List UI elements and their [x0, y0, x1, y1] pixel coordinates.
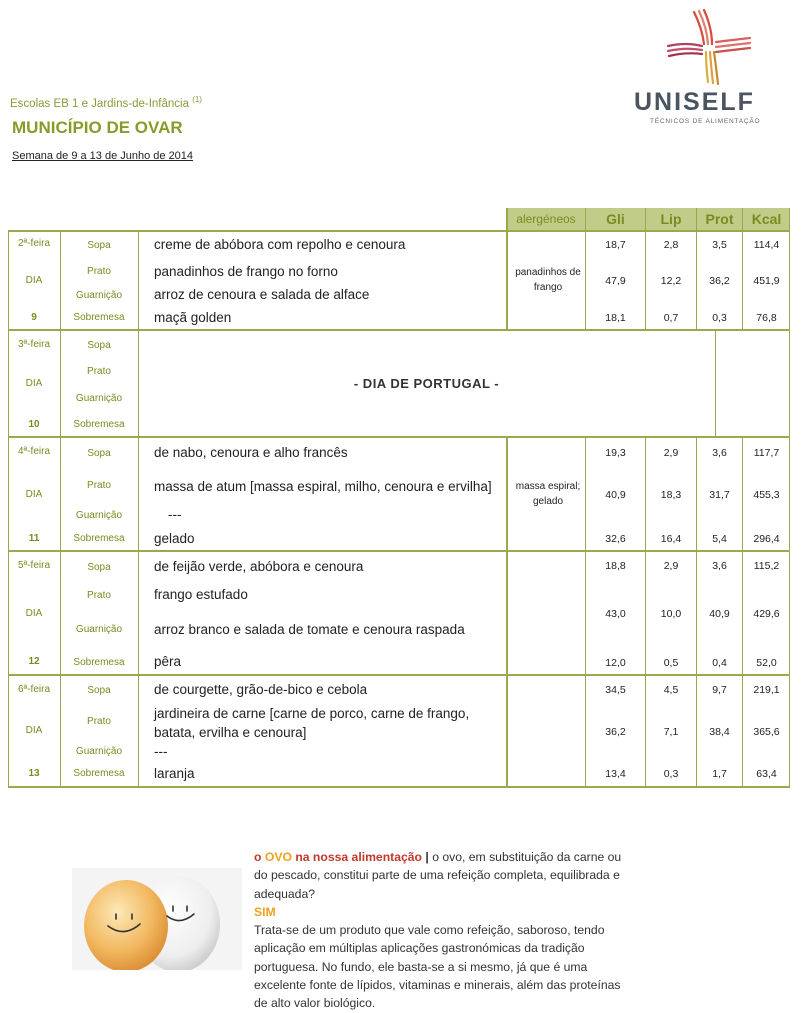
allergens-header: alergéneos — [507, 208, 585, 230]
category-prato: Prato — [87, 366, 111, 377]
dish-dessert: laranja — [154, 766, 195, 781]
dish-soup: de feijão verde, abóbora e cenoura — [154, 559, 364, 574]
weekday-label: 2ª-feira — [17, 238, 51, 249]
prot-value: 5,4 — [712, 533, 727, 545]
dia-label: DIA — [25, 608, 43, 619]
lip-value: 2,9 — [663, 447, 679, 459]
dish-side: --- — [168, 507, 182, 522]
menu-table — [8, 208, 790, 790]
kcal-value: 52,0 — [756, 657, 777, 669]
lip-value: 2,9 — [663, 560, 679, 572]
kcal-value: 296,4 — [753, 533, 780, 545]
gli-value: 18,7 — [605, 239, 626, 251]
category-guarnicao: Guarnição — [75, 746, 123, 757]
prot-value: 1,7 — [712, 768, 727, 780]
prot-value: 40,9 — [709, 608, 730, 620]
category-sobremesa: Sobremesa — [73, 657, 125, 668]
day-date: 9 — [31, 312, 37, 323]
row-divider — [8, 436, 790, 438]
page-title: MUNICÍPIO DE OVAR — [12, 118, 183, 137]
uniself-logo-icon — [664, 8, 752, 86]
lip-value: 0,7 — [663, 312, 679, 324]
kcal-value: 115,2 — [753, 560, 780, 572]
dish-soup: creme de abóbora com repolho e cenoura — [154, 237, 406, 252]
dia-label: DIA — [25, 489, 43, 500]
kcal-value: 76,8 — [756, 312, 777, 324]
lip-value: 10,0 — [660, 608, 682, 620]
weekday-label: 4ª-feira — [17, 446, 51, 457]
gli-value: 43,0 — [605, 608, 626, 620]
gli-value: 19,3 — [605, 447, 626, 459]
gli-value: 12,0 — [605, 657, 626, 669]
category-sopa: Sopa — [87, 340, 111, 351]
dish-main-line2: batata, ervilha e cenoura] — [154, 725, 307, 740]
kcal-value: 451,9 — [753, 275, 780, 287]
prot-value: 3,6 — [712, 560, 727, 572]
kcal-value: 117,7 — [753, 447, 780, 459]
lip-header: Lip — [646, 208, 696, 230]
dish-main-line1: jardineira de carne [carne de porco, carne de frango, — [154, 706, 470, 721]
gli-header: Gli — [586, 208, 645, 230]
prot-value: 31,7 — [709, 489, 730, 501]
lip-value: 2,8 — [663, 239, 679, 251]
lip-value: 0,3 — [663, 768, 679, 780]
prot-value: 0,3 — [712, 312, 727, 324]
article-body: Trata-se de um produto que vale como refeição, saboroso, tendo aplicação em múltiplas aplicações gastronómicas da tradição portuguesa. No fundo, ele basta-se a si mesmo, já que é uma excelente fonte de lípidos, vitaminas e minerais, além das proteínas de alto valor biológico. — [254, 923, 621, 1011]
row-divider — [8, 329, 790, 331]
category-sobremesa: Sobremesa — [73, 768, 125, 779]
row-divider — [8, 674, 790, 676]
intro-bold: na nossa alimentação — [291, 850, 422, 864]
category-sobremesa: Sobremesa — [73, 533, 125, 544]
egg-article — [254, 848, 634, 1013]
prot-value: 3,6 — [712, 447, 727, 459]
col-divider — [138, 230, 139, 788]
kcal-header: Kcal — [743, 208, 790, 230]
category-sopa: Sopa — [87, 685, 111, 696]
intro-sep: | — [422, 850, 433, 864]
category-prato: Prato — [87, 266, 111, 277]
prot-value: 0,4 — [712, 657, 727, 669]
category-sopa: Sopa — [87, 240, 111, 251]
school-subtitle: Escolas EB 1 e Jardins-de-Infância $^{(1)}$ — [10, 95, 202, 110]
dish-side: arroz de cenoura e salada de alface — [154, 287, 370, 302]
category-sopa: Sopa — [87, 448, 111, 459]
day-date: 11 — [28, 533, 40, 544]
dia-label: DIA — [25, 378, 43, 389]
prot-value: 3,5 — [712, 239, 727, 251]
category-sobremesa: Sobremesa — [73, 312, 125, 323]
dish-dessert: gelado — [154, 531, 195, 546]
kcal-value: 219,1 — [753, 684, 780, 696]
category-guarnicao: Guarnição — [75, 393, 123, 404]
lip-value: 4,5 — [663, 684, 679, 696]
dish-main: massa de atum [massa espiral, milho, cenoura e ervilha] — [154, 479, 492, 494]
dish-side: --- — [154, 744, 168, 759]
lip-value: 18,3 — [660, 489, 682, 501]
uniself-tagline: TÉCNICOS DE ALIMENTAÇÃO — [650, 118, 761, 125]
uniself-logo-text: UNISELF — [634, 88, 755, 116]
prot-value: 9,7 — [712, 684, 727, 696]
dish-dessert: pêra — [154, 654, 182, 669]
kcal-value: 63,4 — [756, 768, 777, 780]
kcal-value: 365,6 — [753, 726, 780, 738]
gli-value: 32,6 — [605, 533, 626, 545]
weekday-label: 5ª-feira — [17, 560, 51, 571]
lip-value: 0,5 — [663, 657, 679, 669]
kcal-value: 114,4 — [753, 239, 780, 251]
weekday-label: 6ª-feira — [17, 684, 51, 695]
intro-prefix: o — [254, 850, 265, 864]
gli-value: 36,2 — [605, 726, 626, 738]
kcal-value: 429,6 — [753, 608, 780, 620]
dish-dessert: maçã golden — [154, 310, 232, 325]
lip-value: 7,1 — [663, 726, 679, 738]
dish-side: arroz branco e salada de tomate e cenoura raspada — [154, 622, 465, 637]
lip-value: 12,2 — [660, 275, 682, 287]
category-prato: Prato — [87, 590, 111, 601]
row-divider — [8, 550, 790, 552]
intro-rest: o ovo, em substituição da carne ou do pescado, constitui parte de uma refeição completa, equilibrada e adequada? — [254, 850, 622, 901]
gli-value: 47,9 — [605, 275, 626, 287]
row-divider — [8, 786, 790, 788]
category-prato: Prato — [87, 480, 111, 491]
smiling-eggs-image — [72, 868, 242, 970]
dish-soup: de nabo, cenoura e alho francês — [154, 445, 348, 460]
allergens-cell: massa espiral; gelado — [515, 481, 581, 507]
weekday-label: 3ª-feira — [17, 339, 51, 350]
category-guarnicao: Guarnição — [75, 510, 123, 521]
dish-main: panadinhos de frango no forno — [154, 264, 338, 279]
col-divider — [715, 331, 716, 436]
dish-soup: de courgette, grão-de-bico e cebola — [154, 682, 368, 697]
dish-main: frango estufado — [154, 587, 248, 602]
prot-value: 36,2 — [709, 275, 730, 287]
category-prato: Prato — [87, 716, 111, 727]
gli-value: 34,5 — [605, 684, 626, 696]
category-sobremesa: Sobremesa — [73, 419, 125, 430]
dia-label: DIA — [25, 725, 43, 736]
row-divider — [8, 230, 790, 232]
gli-value: 18,8 — [605, 560, 626, 572]
category-guarnicao: Guarnição — [75, 624, 123, 635]
day-date: 13 — [28, 768, 40, 779]
gli-value: 13,4 — [605, 768, 626, 780]
gli-value: 40,9 — [605, 489, 626, 501]
allergens-cell: panadinhos de frango — [515, 267, 581, 293]
intro-highlight: OVO — [264, 850, 292, 864]
kcal-value: 455,3 — [753, 489, 780, 501]
category-sopa: Sopa — [87, 562, 111, 573]
category-guarnicao: Guarnição — [75, 290, 123, 301]
dia-label: DIA — [25, 275, 43, 286]
lip-value: 16,4 — [660, 533, 682, 545]
gli-value: 18,1 — [605, 312, 626, 324]
week-range: Semana de 9 a 13 de Junho de 2014 — [12, 150, 194, 162]
prot-value: 38,4 — [709, 726, 730, 738]
holiday-banner: - DIA DE PORTUGAL - — [353, 376, 500, 391]
answer: SIM — [254, 904, 276, 919]
prot-header: Prot — [697, 208, 742, 230]
day-date: 12 — [28, 656, 40, 667]
day-date: 10 — [28, 419, 40, 430]
